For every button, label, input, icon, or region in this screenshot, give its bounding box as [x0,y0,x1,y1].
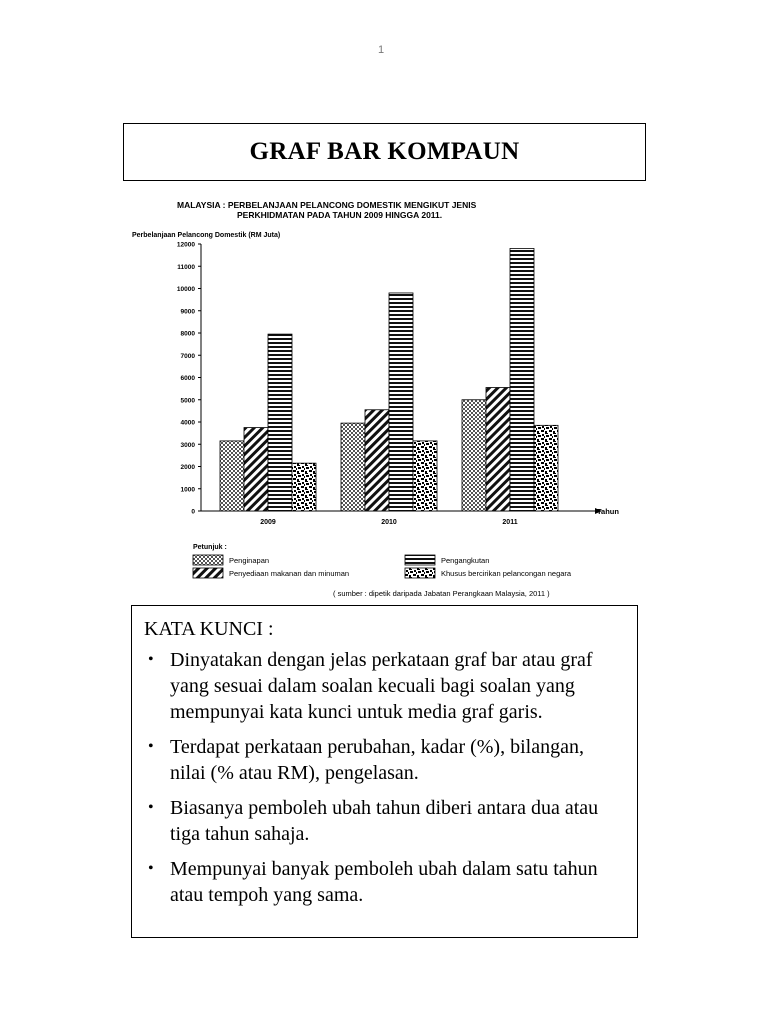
bar [365,410,389,511]
list-item [144,647,623,725]
x-tick-label: 2010 [381,519,397,526]
list-item [144,734,623,786]
legend-heading: Petunjuk : [193,544,227,551]
y-tick-label: 3000 [180,441,195,449]
kata-kunci-title: KATA KUNCI : [144,618,274,640]
title-box [123,123,646,181]
list-item-text: Mempunyai banyak pemboleh ubah dalam satu tahun atau tempoh yang sama. [170,858,598,906]
list-item-text: Terdapat perkataan perubahan, kadar (%), bilangan, nilai (% atau RM), pengelasan. [170,736,584,784]
y-axis-label: Perbelanjaan Pelancong Domestik (RM Juta) [132,232,281,239]
bar [462,400,486,511]
y-tick-label: 11000 [177,263,195,271]
bar [534,425,558,511]
y-tick-label: 10000 [176,286,195,293]
bar [486,388,510,511]
bar [220,441,244,511]
list-item-text: Biasanya pemboleh ubah tahun diberi antara dua atau tiga tahun sahaja. [170,797,599,845]
kata-kunci-list [144,647,623,908]
list-item [144,795,623,847]
y-tick-label: 12000 [176,241,195,249]
chart-title-line-2: PERKHIDMATAN PADA TAHUN 2009 HINGGA 2011. [237,210,443,220]
bullet-icon: • [148,651,154,668]
y-tick-label: 6000 [180,375,195,382]
y-tick-label: 0 [191,508,195,516]
y-tick-label: 7000 [180,352,195,360]
page-title: GRAF BAR KOMPAUN [249,138,520,165]
y-tick-label: 1000 [180,486,195,494]
y-tick-label: 8000 [180,330,195,338]
legend-label: Pengangkutan [441,556,490,565]
legend-swatch [405,568,435,578]
list-item [144,856,623,908]
chart-source: ( sumber : dipetik daripada Jabatan Perangkaan Malaysia, 2011 ) [333,589,550,598]
bar [413,441,437,511]
legend-swatch [193,568,223,578]
legend-label: Khusus bercirikan pelancongan negara [441,569,572,578]
x-axis-label: Tahun [597,507,619,516]
bar [244,428,268,511]
bullet-icon: • [148,799,154,816]
legend-swatch [193,555,223,565]
chart-bars [220,248,558,511]
bullet-icon: • [148,738,154,755]
page-number: 1 [378,44,385,56]
compound-bar-chart [125,190,645,605]
legend-swatch [405,555,435,565]
y-tick-label: 5000 [180,397,195,405]
bar [389,293,413,511]
x-tick-label: 2009 [260,519,276,526]
legend-label: Penyediaan makanan dan minuman [229,569,350,578]
list-item-text: Dinyatakan dengan jelas perkataan graf bar atau graf yang sesuai dalam soalan kecuali bagi soalan yang mempunyai kata kunci untuk media graf garis. [170,649,593,723]
chart-x-labels [260,519,517,526]
chart-legend [193,555,572,578]
x-tick-label: 2011 [502,519,518,526]
bar [292,463,316,511]
bar [268,334,292,511]
legend-label: Penginapan [229,556,270,565]
bar [341,423,365,511]
chart-title-line-1: MALAYSIA : PERBELANJAAN PELANCONG DOMESTIK MENGIKUT JENIS [177,200,477,210]
y-tick-label: 9000 [180,308,195,316]
bullet-icon: • [148,860,154,877]
kata-kunci-box [131,605,638,938]
y-tick-label: 4000 [180,419,195,427]
y-tick-label: 2000 [180,464,195,471]
bar [510,248,534,511]
